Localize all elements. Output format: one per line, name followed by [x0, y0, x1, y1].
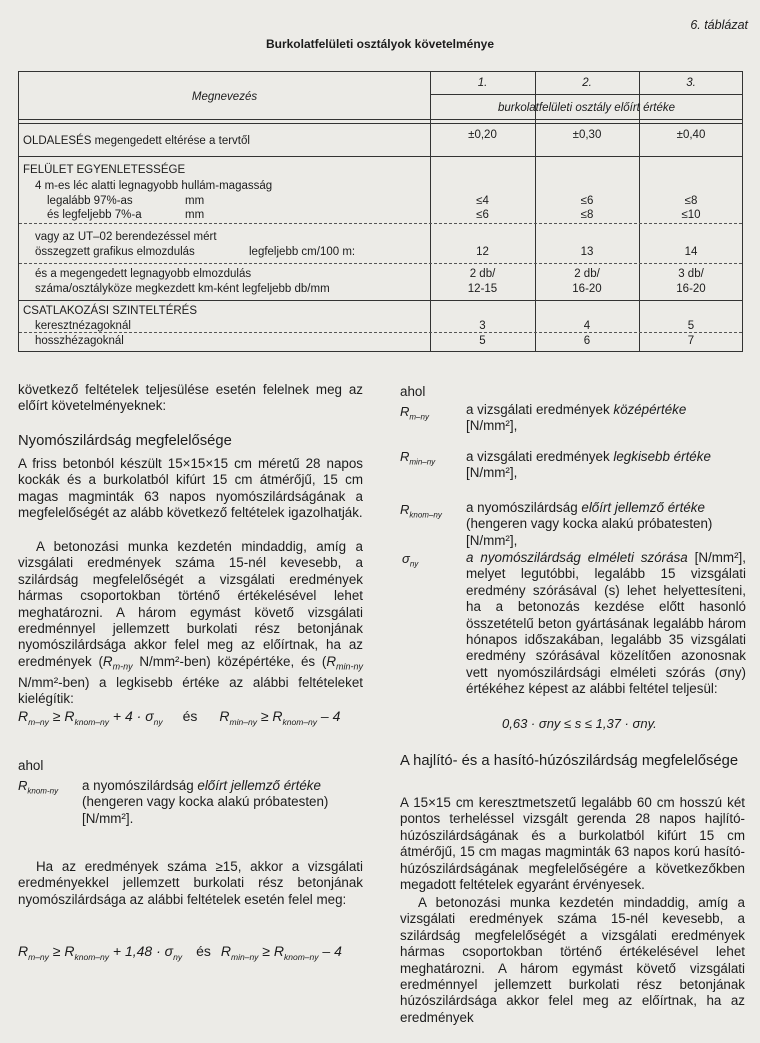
row-divider-dotted	[19, 223, 742, 224]
row2-value: 6	[583, 335, 591, 347]
formula-1: $R_{m-ny} \ge R_{knom-ny} + 4 \cdot \sigma_{ny}$ és $R_{min-ny} \ge R_{knom-ny} - 4$	[18, 708, 341, 727]
row1-value: 5	[687, 320, 695, 332]
formula-2: $R_{m-ny} \ge R_{knom-ny} + 1,48 \cdot \sigma_{ny}$ és $R_{min-ny} \ge R_{knom-ny} - 4$	[18, 943, 342, 962]
elmozdulas-value: 3 db/	[678, 268, 704, 280]
elmozdulas-line1: és a megengedett legnagyobb elmozdulás	[35, 268, 252, 280]
class-header: burkolatfelületi osztály előírt értéke	[497, 102, 676, 114]
def-symbol: $R_{knom-ny}$	[18, 778, 59, 796]
row1-value: 3	[479, 320, 486, 332]
elmozdulas-value: 16-20	[572, 283, 602, 295]
row-divider	[19, 300, 742, 301]
row2-value: 5	[479, 335, 486, 347]
definition: a vizsgálati eredmények középértéke [N/mm²],	[466, 402, 687, 434]
def-symbol: $R_{min-ny}$	[400, 449, 436, 467]
elmozdulas-value: 2 db/	[469, 268, 496, 280]
section-heading: A hajlító- és a hasító-húzószilárdság megfelelősége	[400, 753, 739, 769]
elmozdulas-value: 12-15	[467, 283, 498, 295]
row7-value: ≤8	[580, 209, 594, 221]
requirements-table	[18, 71, 743, 352]
oldaleses-value: ±0,20	[468, 129, 497, 141]
row97-value: ≤8	[684, 195, 698, 207]
row97-value: ≤4	[476, 195, 489, 207]
ut02-value: 12	[476, 246, 489, 258]
paragraph: A friss betonból készült 15×15×15 cm méretű 28 napos kockák és a burkolatból kifúrt 15 cm átmérőjű, 15 cm magas magminták 63 napos nyomószilárdságának a megfelelőségét az alább következő feltételek igazolhatják.	[18, 456, 363, 521]
row7-value: ≤10	[681, 209, 701, 221]
row97-label: legalább 97%-as	[47, 195, 133, 207]
formula-3: 0,63 · σny ≤ s ≤ 1,37 · σny.	[502, 716, 657, 731]
oldaleses-label: OLDALESÉS megengedett eltérése a tervtől	[23, 135, 250, 147]
row-divider	[430, 94, 742, 95]
col-number: 3.	[686, 77, 696, 89]
ut02-line2b: legfeljebb cm/100 m:	[249, 246, 356, 258]
symbol-sub: min-ny	[335, 661, 363, 672]
csatlakozasi-title: CSATLAKOZÁSI SZINTELTÉRÉS	[23, 305, 198, 317]
symbol: R	[102, 653, 113, 669]
section-heading: Nyomószilárdság megfelelősége	[18, 433, 232, 449]
unit: mm	[185, 209, 205, 221]
table-number: 6. táblázat	[690, 18, 748, 32]
paragraph: Ha az eredmények száma ≥15, akkor a vizsgálati eredményekkel jellemzett burkolati rész betonjának nyomószilárdsága az alábbi feltételek esetén felel meg:	[18, 859, 363, 907]
elmozdulas-value: 16-20	[676, 283, 706, 295]
ut02-value: 13	[580, 246, 594, 258]
col-number: 1.	[477, 77, 488, 89]
ut02-line1: vagy az UT–02 berendezéssel mért	[35, 231, 217, 243]
header-label: Megnevezés	[191, 91, 258, 103]
row1-label: keresztnézagoknál	[35, 320, 131, 332]
definition: a vizsgálati eredmények legkisebb értéke [N/mm²],	[466, 449, 711, 481]
ut02-line2: összegzett grafikus elmozdulás	[35, 246, 195, 258]
symbol: R	[326, 653, 336, 669]
row-divider	[19, 156, 742, 157]
definition: a nyomószilárdság előírt jellemző értéke (hengeren vagy kocka alakú próbatesten) [N/mm²],	[466, 500, 713, 548]
row-divider	[19, 119, 742, 120]
unit: mm	[185, 195, 205, 207]
ut02-value: 14	[684, 246, 698, 258]
def-symbol: $\sigma_{ny}$	[402, 551, 419, 569]
paragraph: A betonozási munka kezdetén mindaddig, amíg a vizsgálati eredmények száma 15-nél kevesebb, a szilárdság megfelelőségét a vizsgálati eredmények hármas csoportokban történő értékelésével lehet meghatározni. A három egymást követő vizsgálati eredménnyel jellemzett burkolati rész betonjának nyomószilárdsága akkor felel meg az előírtnak, ha az eredmények ($R_{m-ny}$ N/mm²-ben) középértéke, és ($R_{min-ny}$ N/mm²-ben) a legkisebb értéke az alábbi feltételeket kielégítik:	[18, 539, 363, 707]
elmozdulas-line2: száma/osztályköze megkezdett km-ként legfeljebb db/mm	[35, 283, 330, 295]
row97-value: ≤6	[580, 195, 594, 207]
oldaleses-value: ±0,40	[676, 129, 706, 141]
row7-value: ≤6	[476, 209, 489, 221]
row2-value: 7	[687, 335, 695, 347]
definition: a nyomószilárdság előírt jellemző értéke (hengeren vagy kocka alakú próbatesten) [N/mm²].	[82, 778, 329, 826]
col-number: 2.	[582, 77, 592, 89]
felulet-title: FELÜLET EGYENLETESSÉGE	[23, 164, 186, 176]
definition: a nyomószilárdság elméleti szórása [N/mm²], melyet legutóbbi, legalább 15 vizsgálati eredmény szórásával (s) lehet helyettesíteni, ha a betonozás kezdése előtt hasonló összetételű beton gyártásának legalább három hónapos időszakában, legalább 35 vizsgálati eredmény szórásával közelítően azonosnak vett nyomószilárdsági elméleti szórás (σny) értékéhez képest az alábbi feltétel teljesül:	[466, 550, 746, 697]
paragraph: A betonozási munka kezdetén mindaddig, amíg a vizsgálati eredmények száma 15-nél kevesebb, a szilárdság megfelelőségét a vizsgálati eredmények hármas csoportokban történő értékelésével lehet meghatározni. A három egymást követő vizsgálati eredménnyel jellemzett burkolati rész betonjának húzószilárdsága akkor felel meg az előírtnak, ha az eredmények	[400, 895, 745, 1025]
symbol-sub: m-ny	[112, 661, 133, 672]
def-symbol: $R_{knom-ny}$	[400, 502, 442, 520]
def-symbol: $R_{m-ny}$	[400, 404, 429, 422]
row7-label: és legfeljebb 7%-a	[47, 209, 142, 221]
ahol-label: ahol	[400, 384, 426, 399]
elmozdulas-value: 2 db/	[574, 268, 600, 280]
row-divider	[19, 123, 742, 124]
ahol-label: ahol	[18, 758, 44, 773]
paragraph: A 15×15 cm keresztmetszetű legalább 60 cm hosszú két pontos terheléssel vizsgált gerenda 28 napos hajlító-húzószilárdságának és a burkolatból kifúrt 15 cm átmérőjű, 15 cm magas magminták 63 napos korú hasító-húzószilárdságának megfelelőségére a következőkben megadott feltételek egyaránt érvényesek.	[400, 795, 745, 893]
row1-value: 4	[583, 320, 591, 332]
felulet-line1: 4 m-es léc alatti legnagyobb hullám-magasság	[35, 180, 273, 192]
intro-text: következő feltételek teljesülése esetén felelnek meg az előírt követelményeknek:	[18, 382, 363, 414]
table-title: Burkolatfelületi osztályok követelménye	[265, 37, 495, 51]
row-divider-dotted	[19, 263, 742, 264]
row2-label: hosszhézagoknál	[35, 335, 124, 347]
oldaleses-value: ±0,30	[572, 129, 602, 141]
